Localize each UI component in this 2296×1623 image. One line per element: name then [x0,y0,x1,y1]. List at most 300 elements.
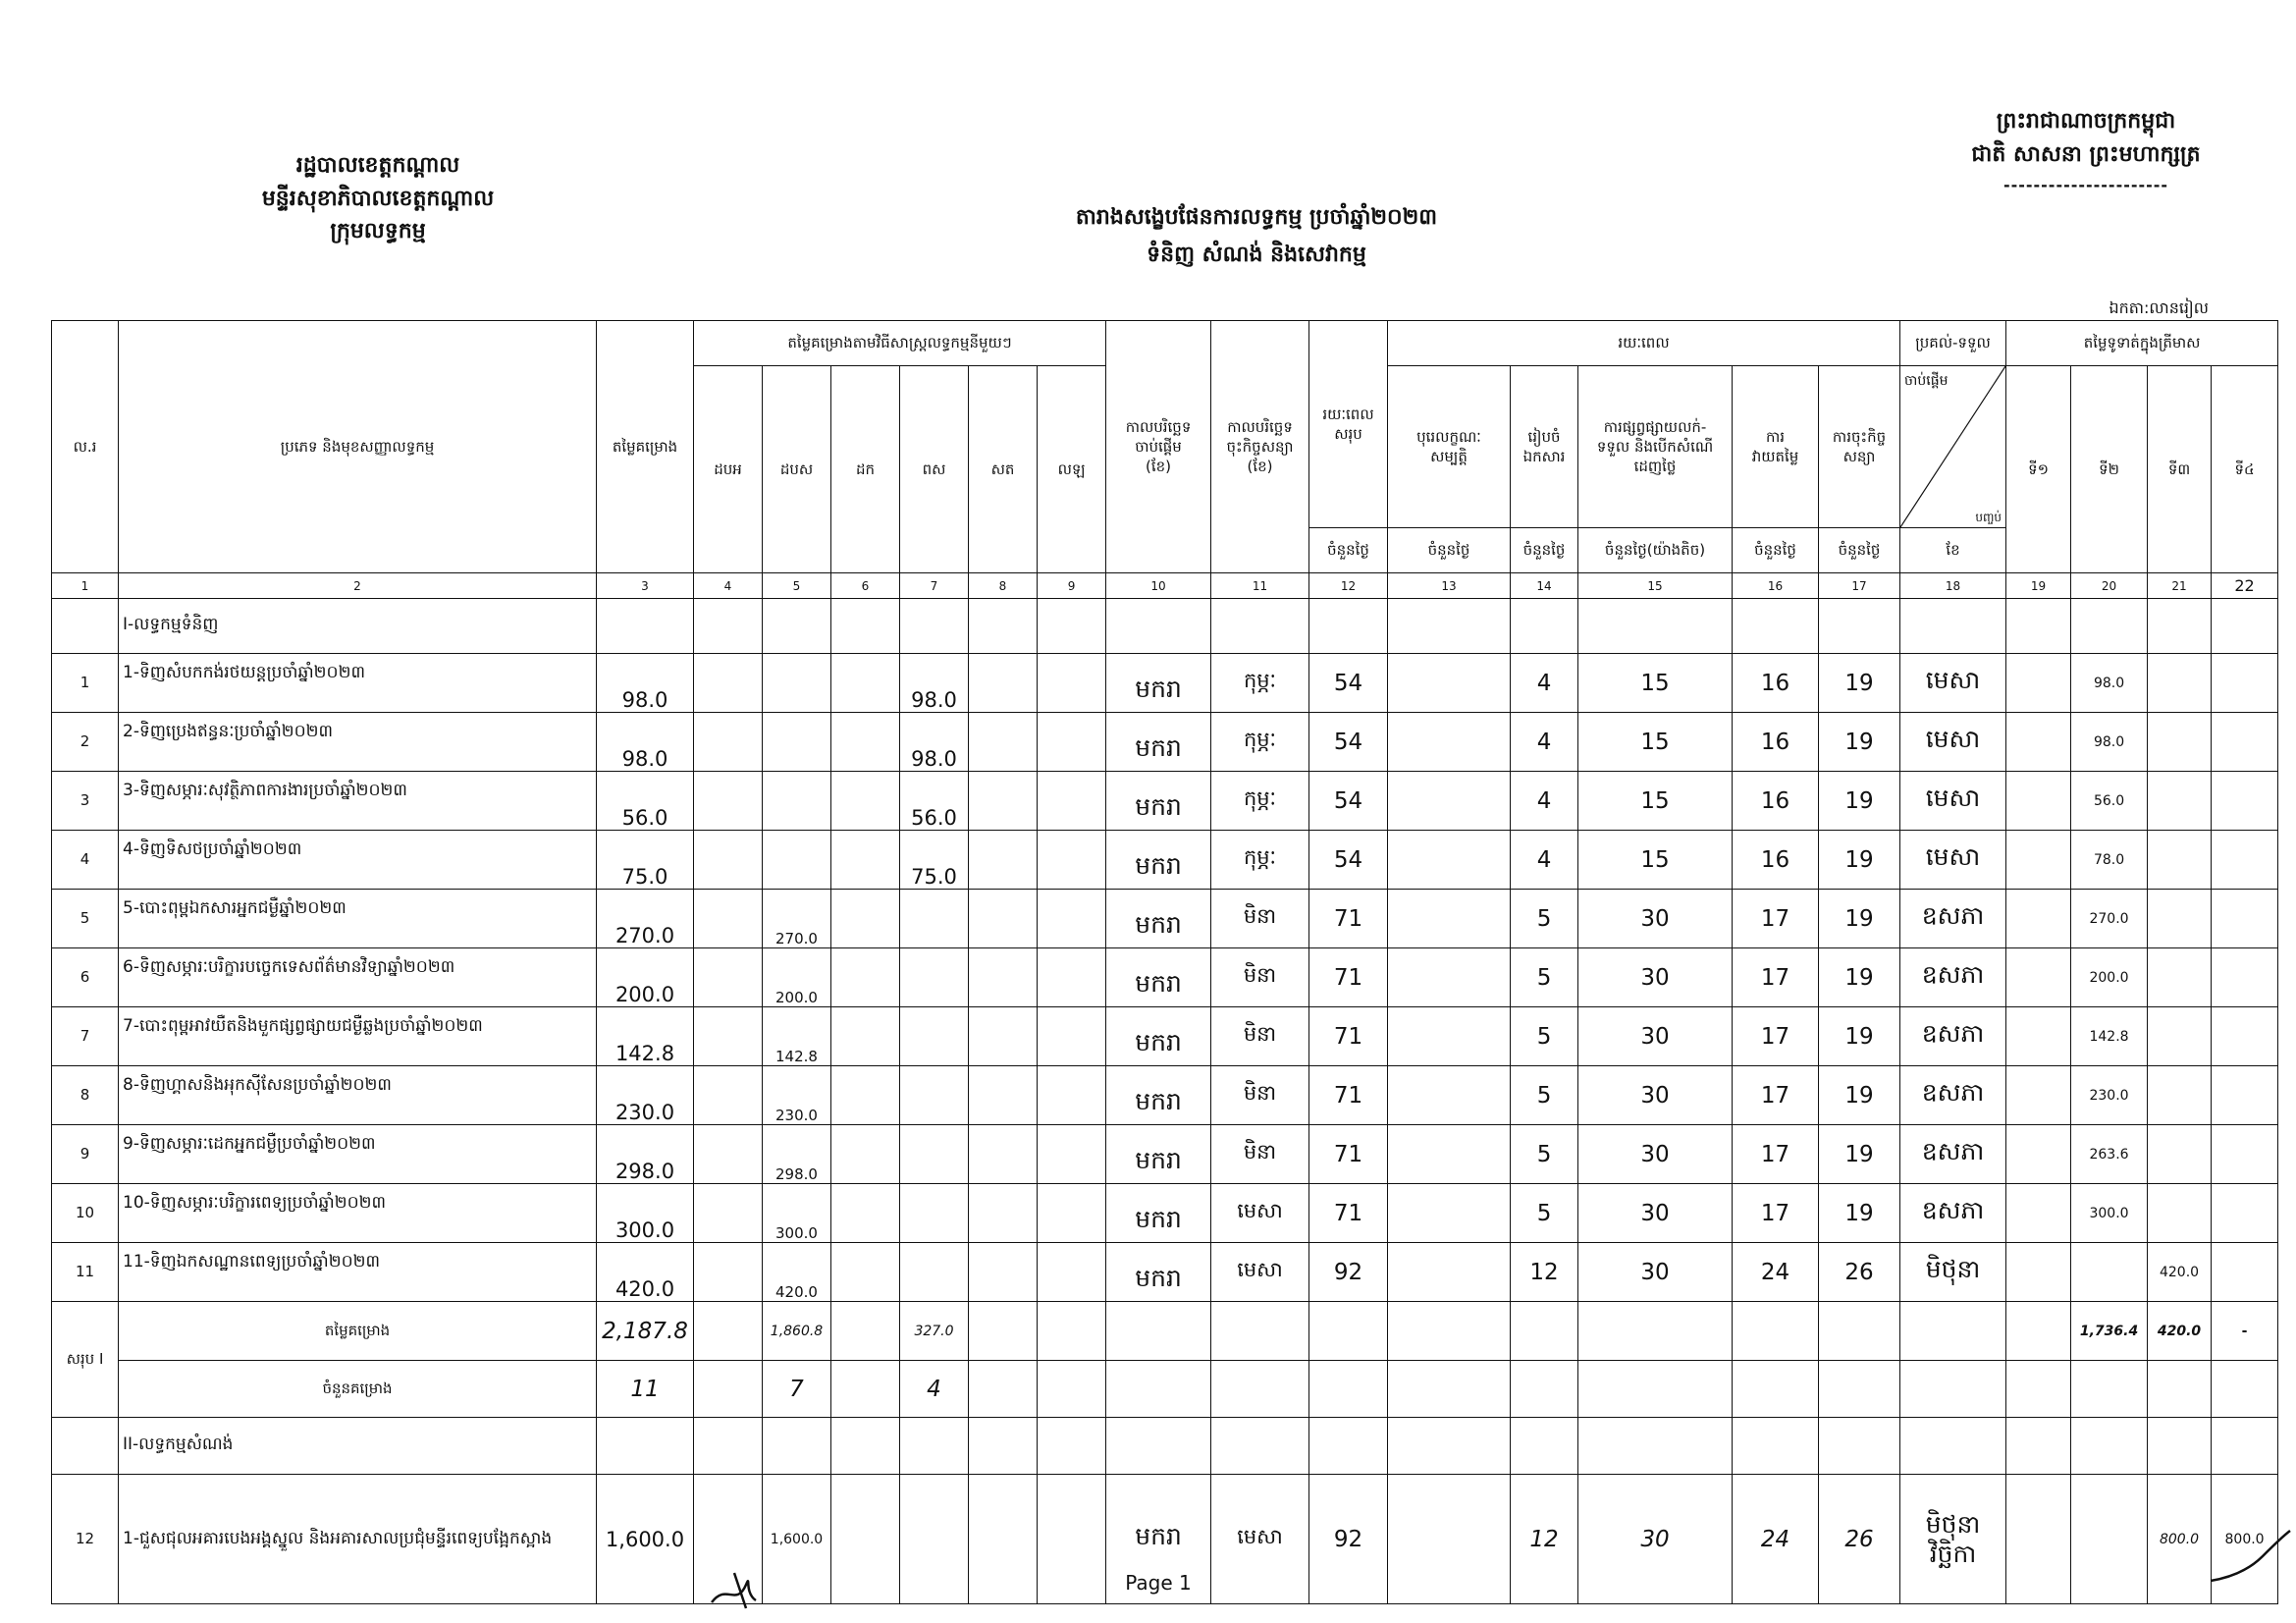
row-bid-days: 30 [1578,1243,1733,1302]
row-prepare-days: 5 [1511,1125,1578,1184]
row-receive-month: មេសា [1900,831,2006,890]
row-total-days: 54 [1309,654,1388,713]
row-start-month: មករា [1106,772,1211,831]
row-name: 1-ទិញសំបកកង់រថយន្តប្រចាំឆ្នាំ២០២៣ [119,654,597,713]
row-start-month: មករា [1106,948,1211,1007]
row-bid-days: 15 [1578,831,1733,890]
row-name: 1-ជួសជុលអគារបេងអង្គស្នួល និងអគារសាលប្រជុំមន្ទីរពេទ្យបង្អែកស្អាង [119,1475,597,1604]
header-method-2: ដបស [763,366,831,573]
column-number: 12 [1309,573,1388,599]
row-prepare-days: 5 [1511,1066,1578,1125]
header-quarter-3: ទី៣ [2148,366,2212,573]
row-method-5 [969,1184,1038,1243]
row-prequal-days [1388,890,1511,948]
row-method-5 [969,890,1038,948]
row-quarter-1 [2006,1125,2071,1184]
row-method-4 [900,948,969,1007]
subtotal-method-4: 327.0 [900,1302,969,1361]
column-number: 19 [2006,573,2071,599]
row-method-1 [694,654,763,713]
row-method-5 [969,772,1038,831]
header-month: ខែ [1900,528,2006,573]
row-total-days: 71 [1309,1007,1388,1066]
row-prepare-days: 5 [1511,890,1578,948]
row-method-4: 56.0 [900,772,969,831]
row-start-month: មករា [1106,1243,1211,1302]
row-cost: 230.0 [597,1066,694,1125]
header-quarterly-payment: តម្លៃទូទាត់ក្នុងត្រីមាស [2006,321,2278,366]
column-number: 1 [52,573,119,599]
header-days-min: ចំនួនថ្ងៃ(យ៉ាងតិច) [1578,528,1733,573]
row-start-month: មករា [1106,654,1211,713]
header-total-duration: រយៈពេល សរុប [1309,321,1388,528]
row-quarter-4 [2212,1243,2278,1302]
header-duration: រយៈពេល [1388,321,1900,366]
header-days: ចំនួនថ្ងៃ [1819,528,1900,573]
row-no: 12 [52,1475,119,1604]
row-quarter-2 [2071,1243,2148,1302]
row-eval-days: 16 [1733,654,1819,713]
row-method-1 [694,890,763,948]
row-method-3 [831,948,900,1007]
header-contract-signing: ការចុះកិច្ច សន្យា [1819,366,1900,528]
kingdom-header [1924,108,2248,195]
row-no: 5 [52,890,119,948]
row-total-days: 71 [1309,1066,1388,1125]
column-number: 4 [694,573,763,599]
header-line-kingdom: ព្រះរាជាណាចក្រកម្ពុជា [1996,109,2176,134]
row-eval-days: 17 [1733,1125,1819,1184]
row-quarter-2: 230.0 [2071,1066,2148,1125]
column-number: 18 [1900,573,2006,599]
row-start-month: មករា [1106,713,1211,772]
row-contract-month: មេសា [1211,1475,1309,1604]
row-method-6 [1038,1125,1106,1184]
header-evaluation: ការ វាយតម្លៃ [1733,366,1819,528]
row-receive-month: ឧសភា [1900,890,2006,948]
row-method-2: 420.0 [763,1243,831,1302]
row-quarter-1 [2006,1243,2071,1302]
row-contract-days: 19 [1819,713,1900,772]
row-cost: 56.0 [597,772,694,831]
row-quarter-2: 200.0 [2071,948,2148,1007]
row-quarter-4 [2212,1007,2278,1066]
subtotal-label: សរុប I [52,1302,119,1418]
row-prepare-days: 5 [1511,1184,1578,1243]
row-quarter-2: 270.0 [2071,890,2148,948]
column-number-row [52,573,2278,599]
row-receive-month: មិថុនា [1900,1243,2006,1302]
row-method-2: 230.0 [763,1066,831,1125]
row-eval-days: 17 [1733,1066,1819,1125]
row-method-1 [694,772,763,831]
row-prepare-days: 12 [1511,1243,1578,1302]
row-start-month: មករា [1106,1475,1211,1604]
section-no-blank [52,599,119,654]
row-quarter-1 [2006,948,2071,1007]
row-method-3 [831,713,900,772]
row-no: 4 [52,831,119,890]
row-method-6 [1038,1007,1106,1066]
row-quarter-4 [2212,948,2278,1007]
row-contract-days: 26 [1819,1243,1900,1302]
row-method-4 [900,1243,969,1302]
row-method-5 [969,713,1038,772]
row-total-days: 54 [1309,713,1388,772]
section-construction-title: II-លទ្ធកម្មសំណង់ [119,1418,597,1475]
row-contract-month: មេសា [1211,1184,1309,1243]
header-line-motto: ជាតិ សាសនា ព្រះមហាក្សត្រ [1971,141,2201,167]
row-prequal-days [1388,1007,1511,1066]
row-method-6 [1038,1243,1106,1302]
row-eval-days: 17 [1733,948,1819,1007]
initial-signature [707,1563,775,1612]
row-method-5 [969,1125,1038,1184]
row-quarter-1 [2006,890,2071,948]
row-receive-month: មេសា [1900,713,2006,772]
row-method-2 [763,654,831,713]
row-cost: 300.0 [597,1184,694,1243]
header-contract-date: កាលបរិច្ឆេទ ចុះកិច្ចសន្យា (ខែ) [1211,321,1309,573]
row-start-month: មករា [1106,1184,1211,1243]
row-method-2 [763,713,831,772]
row-method-3 [831,772,900,831]
row-method-3 [831,1007,900,1066]
row-quarter-3: 420.0 [2148,1243,2212,1302]
row-bid-days: 30 [1578,948,1733,1007]
row-name: 3-ទិញសម្ភារៈសុវត្ថិភាពការងារប្រចាំឆ្នាំ២០២៣ [119,772,597,831]
table-row [52,654,2278,713]
column-number: 22 [2212,573,2278,599]
row-receive-month: មិថុនា វិច្ឆិកា [1900,1475,2006,1604]
row-contract-days: 19 [1819,1007,1900,1066]
row-name: 9-ទិញសម្ភារៈដេកអ្នកជម្ងឺប្រចាំឆ្នាំ២០២៣ [119,1125,597,1184]
row-contract-month: មិនា [1211,1007,1309,1066]
table-row [52,890,2278,948]
table-row [52,831,2278,890]
row-contract-days: 19 [1819,654,1900,713]
column-number: 16 [1733,573,1819,599]
row-method-1 [694,1066,763,1125]
header-method-3: ដក [831,366,900,573]
row-quarter-4 [2212,1066,2278,1125]
row-prequal-days [1388,654,1511,713]
row-quarter-2: 78.0 [2071,831,2148,890]
row-contract-month: កុម្ភៈ [1211,772,1309,831]
row-no: 6 [52,948,119,1007]
header-quarter-2: ទី២ [2071,366,2148,573]
table-row [52,1066,2278,1125]
row-cost: 200.0 [597,948,694,1007]
row-method-4 [900,1184,969,1243]
row-name: 8-ទិញហ្គាសនិងអុកស៊ីសែនប្រចាំឆ្នាំ២០២៣ [119,1066,597,1125]
row-receive-month: ឧសភា [1900,1007,2006,1066]
row-cost: 98.0 [597,713,694,772]
row-eval-days: 16 [1733,831,1819,890]
row-no: 1 [52,654,119,713]
row-contract-month: មិនា [1211,1066,1309,1125]
header-receive-start: ចាប់ផ្តើម [1904,373,1949,389]
row-total-days: 71 [1309,1125,1388,1184]
column-number: 3 [597,573,694,599]
row-name: 6-ទិញសម្ភារៈបរិក្ខារបច្ចេកទេសព័ត៌មានវិទ្យាឆ្នាំ២០២៣ [119,948,597,1007]
column-number: 13 [1388,573,1511,599]
row-quarter-4 [2212,654,2278,713]
row-method-3 [831,1125,900,1184]
row-method-5 [969,654,1038,713]
subtotal-quarter-4: - [2212,1302,2278,1361]
ministry-header [196,152,560,245]
header-days: ចំនួនថ្ងៃ [1733,528,1819,573]
table-row [52,948,2278,1007]
header-rule: ---------------------- [2002,176,2169,194]
row-contract-month: មេសា [1211,1243,1309,1302]
document-title [962,204,1551,268]
row-quarter-2: 300.0 [2071,1184,2148,1243]
row-receive-month: ឧសភា [1900,1184,2006,1243]
row-eval-days: 16 [1733,772,1819,831]
column-number: 2 [119,573,597,599]
row-method-3 [831,654,900,713]
subtotal-quarter-3: 420.0 [2148,1302,2212,1361]
row-bid-days: 15 [1578,772,1733,831]
row-prepare-days: 4 [1511,654,1578,713]
header-days: ចំនួនថ្ងៃ [1388,528,1511,573]
row-method-2: 1,600.0 [763,1475,831,1604]
row-receive-month: មេសា [1900,654,2006,713]
row-no: 11 [52,1243,119,1302]
row-quarter-2: 142.8 [2071,1007,2148,1066]
row-quarter-4 [2212,831,2278,890]
header-days: ចំនួនថ្ងៃ [1511,528,1578,573]
row-quarter-4 [2212,890,2278,948]
row-name: 11-ទិញឯកសណ្ឋានពេទ្យប្រចាំឆ្នាំ២០២៣ [119,1243,597,1302]
row-method-2: 200.0 [763,948,831,1007]
column-number: 11 [1211,573,1309,599]
column-number: 20 [2071,573,2148,599]
table-row [52,713,2278,772]
row-total-days: 71 [1309,948,1388,1007]
row-name: 4-ទិញទិសថប្រចាំឆ្នាំ២០២៣ [119,831,597,890]
row-method-2: 300.0 [763,1184,831,1243]
row-total-days: 71 [1309,1184,1388,1243]
row-total-days: 71 [1309,890,1388,948]
row-quarter-1 [2006,1184,2071,1243]
row-method-5 [969,1066,1038,1125]
row-name: 2-ទិញប្រេងឥន្ធនៈប្រចាំឆ្នាំ២០២៣ [119,713,597,772]
row-bid-days: 30 [1578,890,1733,948]
row-quarter-1 [2006,713,2071,772]
row-method-2: 142.8 [763,1007,831,1066]
row-start-month: មករា [1106,1125,1211,1184]
column-number: 15 [1578,573,1733,599]
table-row [52,1243,2278,1302]
row-bid-days: 15 [1578,713,1733,772]
header-line-committee: ក្រុមលទ្ធកម្ម [330,219,426,243]
row-contract-month: កុម្ភៈ [1211,831,1309,890]
row-quarter-2: 98.0 [2071,654,2148,713]
header-line-department: មន្ទីរសុខាភិបាលខេត្តកណ្តាល [261,186,495,211]
row-bid-days: 30 [1578,1184,1733,1243]
row-bid-days: 30 [1578,1475,1733,1604]
goods-rows [52,654,2278,1302]
row-prequal-days [1388,948,1511,1007]
row-prequal-days [1388,713,1511,772]
row-total-days: 54 [1309,772,1388,831]
row-quarter-3 [2148,890,2212,948]
currency-unit: ឯកតា:លានរៀល [2109,298,2209,317]
page-number: Page 1 [1125,1571,1192,1595]
row-quarter-1 [2006,1066,2071,1125]
row-quarter-1 [2006,654,2071,713]
row-method-3 [831,890,900,948]
row-start-month: មករា [1106,831,1211,890]
header-receive: ប្រគល់-ទទួល [1900,321,2006,366]
row-receive-month: មេសា [1900,772,2006,831]
row-bid-days: 30 [1578,1007,1733,1066]
header-days: ចំនួនថ្ងៃ [1309,528,1388,573]
row-method-5 [969,1007,1038,1066]
row-prepare-days: 4 [1511,831,1578,890]
row-receive-month: ឧសភា [1900,1066,2006,1125]
row-cost: 270.0 [597,890,694,948]
row-prepare-days: 5 [1511,1007,1578,1066]
row-contract-days: 19 [1819,831,1900,890]
row-method-1 [694,948,763,1007]
row-quarter-4 [2212,772,2278,831]
header-prepare-docs: រៀបចំ ឯកសារ [1511,366,1578,528]
row-prepare-days: 5 [1511,948,1578,1007]
column-number: 9 [1038,573,1106,599]
column-number: 10 [1106,573,1211,599]
row-quarter-3 [2148,948,2212,1007]
column-number: 8 [969,573,1038,599]
row-method-1 [694,831,763,890]
table-row [52,1125,2278,1184]
row-prepare-days: 12 [1511,1475,1578,1604]
row-method-6 [1038,654,1106,713]
row-method-2 [763,831,831,890]
row-eval-days: 17 [1733,1007,1819,1066]
row-total-days: 92 [1309,1475,1388,1604]
row-contract-days: 19 [1819,772,1900,831]
row-method-1 [694,1007,763,1066]
row-contract-days: 19 [1819,890,1900,948]
row-prequal-days [1388,831,1511,890]
row-cost: 142.8 [597,1007,694,1066]
header-receive-start-end [1900,366,2006,528]
subtotal-cost-label: តម្លៃគម្រោង [119,1302,597,1361]
row-contract-days: 19 [1819,1125,1900,1184]
column-number: 5 [763,573,831,599]
row-quarter-3 [2148,831,2212,890]
row-receive-month: ឧសភា [1900,1125,2006,1184]
row-no: 8 [52,1066,119,1125]
row-method-4 [900,1066,969,1125]
row-contract-days: 19 [1819,948,1900,1007]
row-method-2: 298.0 [763,1125,831,1184]
row-quarter-1 [2006,831,2071,890]
row-contract-days: 19 [1819,1184,1900,1243]
subtotal-count-method-4: 4 [900,1361,969,1418]
row-cost: 98.0 [597,654,694,713]
row-start-month: មករា [1106,1007,1211,1066]
column-number: 7 [900,573,969,599]
row-method-5 [969,948,1038,1007]
column-number: 21 [2148,573,2212,599]
header-method-6: លឡ [1038,366,1106,573]
row-contract-month: កុម្ភៈ [1211,713,1309,772]
header-prequalification: បុរេលក្ខណៈ សម្បត្តិ [1388,366,1511,528]
row-no: 9 [52,1125,119,1184]
row-quarter-4: 800.0 [2212,1475,2278,1604]
row-start-month: មករា [1106,1066,1211,1125]
row-prequal-days [1388,1125,1511,1184]
subtotal-quarter-2: 1,736.4 [2071,1302,2148,1361]
row-method-6 [1038,1184,1106,1243]
row-quarter-1 [2006,1007,2071,1066]
row-quarter-3 [2148,1066,2212,1125]
header-cost: តម្លៃគម្រោង [597,321,694,573]
row-method-5 [969,831,1038,890]
row-cost: 298.0 [597,1125,694,1184]
row-quarter-4 [2212,1184,2278,1243]
row-total-days: 54 [1309,831,1388,890]
row-method-1 [694,1243,763,1302]
row-quarter-1 [2006,772,2071,831]
row-eval-days: 17 [1733,890,1819,948]
title-line-1: តារាងសង្ខេបផែនការលទ្ធកម្ម ប្រចាំឆ្នាំ២០២៣ [1075,205,1438,230]
row-eval-days: 17 [1733,1184,1819,1243]
row-total-days: 92 [1309,1243,1388,1302]
row-prequal-days [1388,1066,1511,1125]
row-contract-month: មិនា [1211,1125,1309,1184]
row-quarter-3 [2148,1125,2212,1184]
row-method-4: 98.0 [900,713,969,772]
row-method-4: 75.0 [900,831,969,890]
row-method-6 [1038,948,1106,1007]
row-no: 10 [52,1184,119,1243]
row-no: 7 [52,1007,119,1066]
row-bid-days: 30 [1578,1066,1733,1125]
row-quarter-3 [2148,713,2212,772]
header-bid-process: ការផ្សព្វផ្សាយលក់- ទទួល និងបើកសំណើ ដេញថ្លៃ [1578,366,1733,528]
row-method-2 [763,772,831,831]
row-prepare-days: 4 [1511,772,1578,831]
row-prepare-days: 4 [1511,713,1578,772]
row-method-2: 270.0 [763,890,831,948]
row-eval-days: 24 [1733,1475,1819,1604]
column-number: 17 [1819,573,1900,599]
row-contract-month: មិនា [1211,948,1309,1007]
row-prequal-days [1388,772,1511,831]
row-quarter-2: 56.0 [2071,772,2148,831]
subtotal-count-label: ចំនួនគម្រោង [119,1361,597,1418]
header-quarter-4: ទី៤ [2212,366,2278,573]
row-receive-month: ឧសភា [1900,948,2006,1007]
row-start-month: មករា [1106,890,1211,948]
row-no: 3 [52,772,119,831]
row-quarter-4 [2212,1125,2278,1184]
header-receive-end: បញ្ចប់ [1975,510,2002,524]
header-method-1: ដបអ [694,366,763,573]
row-method-3 [831,1066,900,1125]
row-method-4 [900,1125,969,1184]
header-by-method: តម្លៃគម្រោងតាមវិធីសាស្ត្រលទ្ធកម្មនីមួយៗ [694,321,1106,366]
row-quarter-2: 98.0 [2071,713,2148,772]
row-bid-days: 15 [1578,654,1733,713]
row-quarter-3 [2148,654,2212,713]
